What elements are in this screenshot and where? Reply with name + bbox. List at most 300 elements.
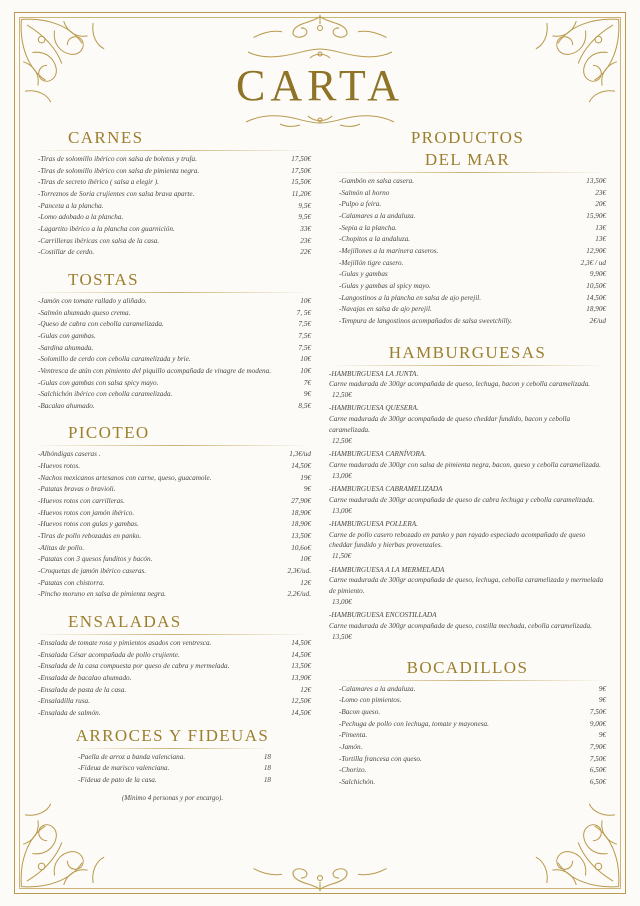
dot-leader: [163, 183, 285, 184]
left-column: [34, 128, 311, 866]
item-name: -Salchichón.: [339, 777, 376, 786]
item-price: 7,5€: [298, 320, 311, 329]
item-price: 23€: [595, 188, 606, 197]
burger-item: [329, 610, 606, 642]
dot-leader: [130, 691, 285, 692]
list-item: [34, 461, 311, 473]
dot-leader: [176, 395, 285, 396]
item-name: -Sepia a la plancha.: [339, 223, 397, 232]
dot-leader: [84, 467, 285, 468]
section-heading-productos-line2: DEL MAR: [424, 150, 511, 169]
item-price: 18,90€: [291, 520, 311, 529]
item-description: Carne madurada de 300gr acompañada de queso de cabra lechuga y cebolla caramelizada.: [329, 495, 595, 504]
item-name: -Gulas y gambas al spicy mayo.: [339, 281, 431, 290]
dot-leader: [184, 656, 285, 657]
dot-leader: [150, 572, 285, 573]
item-name: -Huevos rotos con jamón ibérico.: [38, 508, 135, 517]
item-name: -Gambón en salsa casera.: [339, 177, 415, 185]
tostas-list: [34, 296, 311, 413]
item-price: 7,5€: [298, 343, 311, 352]
dot-leader: [94, 702, 285, 703]
item-name: -Lomo adobado a la plancha.: [38, 213, 124, 222]
item-name: -Pulpo a feira.: [339, 200, 382, 209]
item-price: 7,50€: [589, 754, 606, 763]
item-name: -Patatas con 3 quesos funditos y bacón.: [38, 555, 153, 564]
section-hamburguesas: [329, 343, 606, 643]
dot-leader: [138, 514, 285, 515]
list-item: [34, 401, 311, 413]
item-price: 18,90€: [586, 305, 606, 314]
item-price: 14,50€: [291, 639, 311, 647]
item-price: 9,90€: [589, 270, 606, 279]
item-price: 27,90€: [291, 497, 311, 506]
dot-leader: [426, 760, 580, 761]
list-item: [329, 316, 606, 328]
item-name: -Bacon queso.: [339, 707, 381, 716]
list-item: [34, 343, 311, 355]
menu-columns: [34, 128, 606, 866]
item-name: -Patatas bravas o bravioli.: [38, 485, 116, 494]
dot-leader: [401, 229, 580, 230]
item-price: 22€: [300, 248, 311, 257]
item-price: 9€: [303, 485, 311, 494]
item-name: -Ensalada César acompañada de pollo crujiente.: [38, 650, 180, 659]
dot-leader: [163, 242, 285, 243]
list-item: [34, 236, 311, 248]
item-name: -Jamón con tomate rallado y aliñado.: [38, 296, 147, 305]
dot-leader: [366, 748, 580, 749]
list-item: [34, 473, 311, 485]
section-heading-tostas: TOSTAS: [68, 269, 139, 289]
list-item: [34, 650, 311, 662]
dot-leader: [406, 701, 581, 702]
item-price: 13,90€: [291, 673, 311, 682]
item-price: 2,2€/ud.: [287, 590, 311, 599]
item-price: 18: [263, 775, 271, 784]
list-item: [34, 189, 311, 201]
item-price: 9€: [598, 731, 606, 740]
list-item: [34, 519, 311, 531]
item-price: 13,50€: [291, 532, 311, 541]
list-item: [329, 695, 606, 707]
item-name: -Huevos rotos con gulas y gambas.: [38, 520, 139, 529]
item-name: -Huevos rotos.: [38, 462, 81, 471]
dot-leader: [418, 182, 580, 183]
right-column: [329, 128, 606, 866]
list-item: [34, 566, 311, 578]
bocadillos-list: [329, 684, 606, 789]
section-heading-productos-line1: PRODUCTOS: [410, 128, 525, 147]
item-name: -Gulas con gambas.: [38, 331, 96, 340]
item-price: 7,50€: [589, 707, 606, 716]
dot-leader: [189, 758, 245, 759]
item-name: -HAMBURGUESA CARNÍVORA.: [329, 450, 427, 459]
item-price: 2€/ud: [589, 316, 606, 325]
item-price: 14,50€: [291, 708, 311, 717]
dot-leader: [119, 490, 285, 491]
item-price: 9,5€: [298, 213, 311, 222]
list-item: [34, 296, 311, 308]
list-item: [329, 234, 606, 246]
list-item: [34, 496, 311, 508]
dot-leader: [99, 407, 285, 408]
section-picoteo: [34, 423, 311, 601]
item-price: 8,5€: [298, 401, 311, 410]
item-name: -Fideua de marisco valenciana.: [78, 764, 170, 773]
dot-leader: [168, 325, 285, 326]
item-name: -Ventresca de atún con pimiento del piquillo acompañada de vinagre de modena.: [38, 366, 272, 375]
item-price: 9€: [598, 684, 606, 693]
dot-leader: [442, 252, 580, 253]
section-heading-hamburguesas: HAMBURGUESAS: [388, 342, 547, 362]
item-name: -HAMBURGUESA LA JUNTA.: [329, 369, 419, 378]
item-price: 13,00€: [332, 471, 352, 480]
item-name: -Lomo con pimientos.: [339, 696, 402, 705]
list-item: [34, 319, 311, 331]
item-name: -Paella de arroz a banda valenciana.: [78, 752, 186, 761]
list-item: [34, 354, 311, 366]
list-item: [329, 684, 606, 696]
dot-leader: [419, 217, 580, 218]
item-name: -HAMBURGUESA A LA MERMELADA: [329, 565, 445, 574]
item-name: -Albóndigas caseras .: [38, 450, 101, 459]
list-item: [34, 508, 311, 520]
burger-item: [329, 484, 606, 516]
dot-leader: [435, 287, 580, 288]
list-item: [34, 531, 311, 543]
list-item: [34, 578, 311, 590]
item-price: 15,50€: [291, 178, 311, 187]
item-price: 13,50€: [291, 662, 311, 671]
item-name: -Salmón al horno: [339, 188, 390, 197]
dot-leader: [134, 314, 285, 315]
dot-leader: [493, 725, 580, 726]
item-price: 7, 5€: [296, 308, 311, 317]
list-item: [329, 730, 606, 742]
list-item: [329, 246, 606, 258]
item-price: 7,5€: [298, 331, 311, 340]
dot-leader: [195, 360, 285, 361]
divider: [34, 445, 311, 446]
list-item: [329, 281, 606, 293]
list-item: [34, 201, 311, 213]
dot-leader: [105, 714, 286, 715]
item-name: -Patatas con chistorra.: [38, 578, 105, 587]
item-price: 1,3€/ud: [289, 450, 311, 459]
item-price: 12€: [300, 685, 311, 694]
section-tostas: [34, 270, 311, 413]
dot-leader: [105, 455, 286, 456]
dot-leader: [100, 337, 285, 338]
list-item: [34, 177, 311, 189]
section-heading-arroces: ARROCES Y FIDEUAS: [75, 725, 270, 745]
list-item: [34, 685, 311, 697]
item-price: 12,50€: [332, 391, 352, 400]
item-name: -Tiras de solomillo ibérico con salsa de pimienta negra.: [38, 166, 200, 175]
dot-leader: [201, 160, 285, 161]
divider: [74, 748, 271, 749]
list-item: [329, 707, 606, 719]
list-item: [329, 742, 606, 754]
item-name: -Ensalada de pasta de la casa.: [38, 685, 127, 694]
item-name: -Ensalada de bacalao ahumado.: [38, 673, 132, 682]
item-price: 13,50€: [332, 632, 352, 641]
list-item: [34, 224, 311, 236]
item-price: 7,90€: [589, 742, 606, 751]
dot-leader: [407, 264, 580, 265]
item-price: 2,3€ / ud: [580, 258, 606, 267]
list-item: [34, 708, 311, 720]
dot-leader: [385, 205, 580, 206]
section-heading-picoteo: PICOTEO: [68, 423, 150, 443]
section-carnes: [34, 128, 311, 259]
item-name: -Tortilla francesa con queso.: [339, 754, 422, 763]
item-name: -Alitas de pollo.: [38, 543, 85, 552]
dot-leader: [179, 230, 285, 231]
item-price: 7€: [303, 378, 311, 387]
divider: [329, 680, 606, 681]
item-price: 13,50€: [586, 177, 606, 185]
list-item: [34, 449, 311, 461]
item-name: -Calamares a la andaluza.: [339, 211, 416, 220]
item-name: -HAMBURGUESA ENCOSTILLADA: [329, 611, 437, 620]
item-name: -Tiras de pollo rebozadas en panko.: [38, 532, 142, 541]
item-name: -Panceta a la plancha.: [38, 201, 104, 210]
dot-leader: [161, 781, 245, 782]
item-name: -Queso de cabra con cebolla caramelizada.: [38, 320, 164, 329]
list-item: [329, 199, 606, 211]
section-bocadillos: [329, 658, 606, 789]
dot-leader: [143, 525, 285, 526]
item-name: -Salchichón ibérico con cebolla caramelizada.: [38, 390, 173, 399]
dot-leader: [173, 769, 245, 770]
dot-leader: [127, 218, 285, 219]
divider: [34, 292, 311, 293]
list-item: [329, 176, 606, 188]
list-item: [329, 719, 606, 731]
dot-leader: [414, 240, 580, 241]
burger-item: [329, 403, 606, 446]
page-title: CARTA: [236, 61, 404, 110]
title-top-ornament-icon: [220, 46, 420, 62]
dot-leader: [436, 310, 580, 311]
item-price: 9€: [598, 696, 606, 705]
dot-leader: [135, 679, 285, 680]
list-item: [74, 752, 271, 764]
divider: [34, 634, 311, 635]
list-item: [329, 188, 606, 200]
item-name: -Mejillones a la marinera caseros.: [339, 246, 439, 255]
item-name: -Pincho moruno en salsa de pimienta negra.: [38, 590, 166, 599]
item-name: -Tiras de secreto ibérico ( salsa a elegir ).: [38, 178, 159, 187]
dot-leader: [485, 299, 580, 300]
item-name: -HAMBURGUESA CABRAMELIZADA: [329, 485, 443, 493]
item-description: Carne de pollo casero rebozado en panko y pan rayado especiado acompañado de queso cheddar fundido y hierbas provenzales.: [329, 530, 586, 550]
dot-leader: [108, 584, 285, 585]
dot-leader: [275, 372, 285, 373]
burger-item: [329, 449, 606, 481]
dot-leader: [516, 322, 580, 323]
dot-leader: [107, 207, 285, 208]
section-ensaladas: [34, 612, 311, 720]
dot-leader: [233, 667, 285, 668]
item-name: -Gulas con gambas con salsa spicy mayo.: [38, 378, 159, 387]
list-item: [329, 754, 606, 766]
dot-leader: [392, 275, 580, 276]
item-name: -Pechuga de pollo con lechuga, tomate y mayonesa.: [339, 719, 489, 728]
item-price: 17,50€: [291, 155, 311, 163]
list-item: [34, 543, 311, 555]
section-heading-bocadillos: BOCADILLOS: [406, 657, 529, 677]
list-item: [329, 211, 606, 223]
item-price: 9€: [303, 390, 311, 399]
item-name: -Ensalada de salmón.: [38, 708, 101, 717]
list-item: [34, 389, 311, 401]
item-price: 9,5€: [298, 201, 311, 210]
item-price: 23€: [300, 236, 311, 245]
item-name: -Ensalada de tomate rosa y pimientos asados con ventresca.: [38, 639, 212, 647]
dot-leader: [151, 302, 285, 303]
divider: [34, 150, 311, 151]
item-description: Carne madurada de 300gr acompañada de queso cheddar fundido, bacon y cebolla caramelizada.: [329, 415, 571, 435]
dot-leader: [419, 690, 580, 691]
list-item: [34, 331, 311, 343]
carnes-list: [34, 154, 311, 259]
list-item: [34, 673, 311, 685]
dot-leader: [98, 253, 285, 254]
item-name: -Croquetas de jamón ibérico caseras.: [38, 567, 147, 576]
item-name: -Gulas y gambas: [339, 270, 388, 279]
item-description: Carne madurada de 300gr con salsa de pimienta negra, bacon, queso y cebolla caramelizada.: [329, 460, 601, 469]
item-price: 12,90€: [586, 246, 606, 255]
item-name: -Chorizo.: [339, 766, 367, 775]
list-item: [34, 638, 311, 650]
dot-leader: [88, 549, 285, 550]
dot-leader: [371, 736, 580, 737]
item-price: 14,50€: [586, 293, 606, 302]
arroces-note: (Mínimo 4 personas y por encargo).: [121, 793, 224, 802]
menu-title-block: [0, 46, 640, 129]
item-price: 18,90€: [291, 508, 311, 517]
item-name: -Jamón.: [339, 742, 363, 751]
item-price: 14,50€: [291, 650, 311, 659]
section-productos-del-mar: [329, 128, 606, 328]
list-item: [34, 212, 311, 224]
dot-leader: [162, 384, 285, 385]
list-item: [34, 154, 311, 166]
dot-leader: [370, 771, 580, 772]
item-price: 10,50€: [586, 281, 606, 290]
item-price: 11,20€: [291, 189, 311, 198]
item-name: -Salmón ahumado queso crema.: [38, 308, 131, 317]
dot-leader: [145, 537, 285, 538]
dot-leader: [97, 349, 285, 350]
dot-leader: [393, 194, 580, 195]
list-item: [74, 763, 271, 775]
item-description: Carne madurada de 300gr acompañada de queso, lechuga, cebolla caramelizada y mermelada de pimiento.: [329, 576, 604, 596]
item-price: 6,50€: [589, 777, 606, 786]
burger-item: [329, 565, 606, 608]
item-price: 12,50€: [291, 697, 311, 706]
item-name: -Bacalao ahumado.: [38, 401, 95, 410]
item-price: 12,50€: [332, 436, 352, 445]
item-name: -HAMBURGUESA QUESERA.: [329, 404, 419, 413]
item-price: 9,00€: [589, 719, 606, 728]
item-price: 19€: [300, 473, 311, 482]
section-arroces: [34, 726, 311, 802]
dot-leader: [129, 502, 285, 503]
dot-leader: [379, 783, 580, 784]
dot-leader: [203, 172, 285, 173]
picoteo-list: [34, 449, 311, 601]
item-price: 10€: [300, 366, 311, 375]
item-price: 33€: [300, 224, 311, 233]
section-heading-carnes: CARNES: [68, 128, 144, 147]
list-item: [34, 484, 311, 496]
item-price: 11,50€: [332, 552, 352, 561]
item-name: -Tempura de langostinos acompañados de salsa sweetchilly.: [339, 316, 513, 325]
dot-leader: [215, 644, 285, 645]
item-name: -Pimenta.: [339, 731, 368, 740]
dot-leader: [215, 479, 285, 480]
list-item: [329, 765, 606, 777]
item-price: 6,50€: [589, 766, 606, 775]
dot-leader: [156, 560, 285, 561]
top-flourish-icon: [225, 10, 415, 44]
list-item: [34, 554, 311, 566]
list-item: [329, 269, 606, 281]
item-name: -Costillar de cerdo.: [38, 248, 95, 257]
list-item: [329, 293, 606, 305]
arroces-list: [74, 752, 271, 787]
list-item: [34, 696, 311, 708]
item-description: Carne madurada de 300gr acompañada de queso, costilla mechada, cebolla caramelizada.: [329, 622, 592, 631]
ensaladas-list: [34, 638, 311, 720]
item-name: -Calamares a la andaluza.: [339, 684, 416, 693]
list-item: [329, 223, 606, 235]
list-item: [34, 661, 311, 673]
item-price: 12€: [300, 578, 311, 587]
item-name: -Sardina ahumada.: [38, 343, 94, 352]
dot-leader: [384, 713, 580, 714]
item-price: 10€: [300, 555, 311, 564]
item-price: 14,50€: [291, 462, 311, 471]
item-price: 20€: [595, 200, 606, 209]
productos-del-mar-list: [329, 176, 606, 328]
burger-item: [329, 369, 606, 401]
item-name: -Mejillón tigre casero.: [339, 258, 404, 267]
item-name: -Ensalada de la casa compuesta por queso de cabra y mermelada.: [38, 662, 230, 671]
title-bottom-ornament-icon: [220, 111, 420, 129]
dot-leader: [170, 595, 285, 596]
item-description: Carne madurada de 300gr acompañada de queso, lechuga, bacon y cebolla caramelizada.: [329, 380, 591, 389]
bottom-flourish-icon: [225, 862, 415, 896]
item-name: -Tiras de solomillo ibérico con salsa de boletus y trufa.: [38, 155, 197, 163]
item-price: 10€: [300, 355, 311, 364]
item-price: 15,90€: [586, 211, 606, 220]
list-item: [329, 304, 606, 316]
item-name: -Navajas en salsa de ajo perejil.: [339, 305, 432, 314]
list-item: [34, 366, 311, 378]
item-price: 17,50€: [291, 166, 311, 175]
list-item: [329, 258, 606, 270]
item-name: -Huevos rotos con carrilleras.: [38, 497, 125, 506]
section-heading-ensaladas: ENSALADAS: [68, 612, 182, 631]
item-price: 18: [263, 752, 271, 761]
list-item: [34, 166, 311, 178]
list-item: [74, 775, 271, 787]
item-name: -Torreznos de Soria crujientes con salsa brava aparte.: [38, 189, 195, 198]
